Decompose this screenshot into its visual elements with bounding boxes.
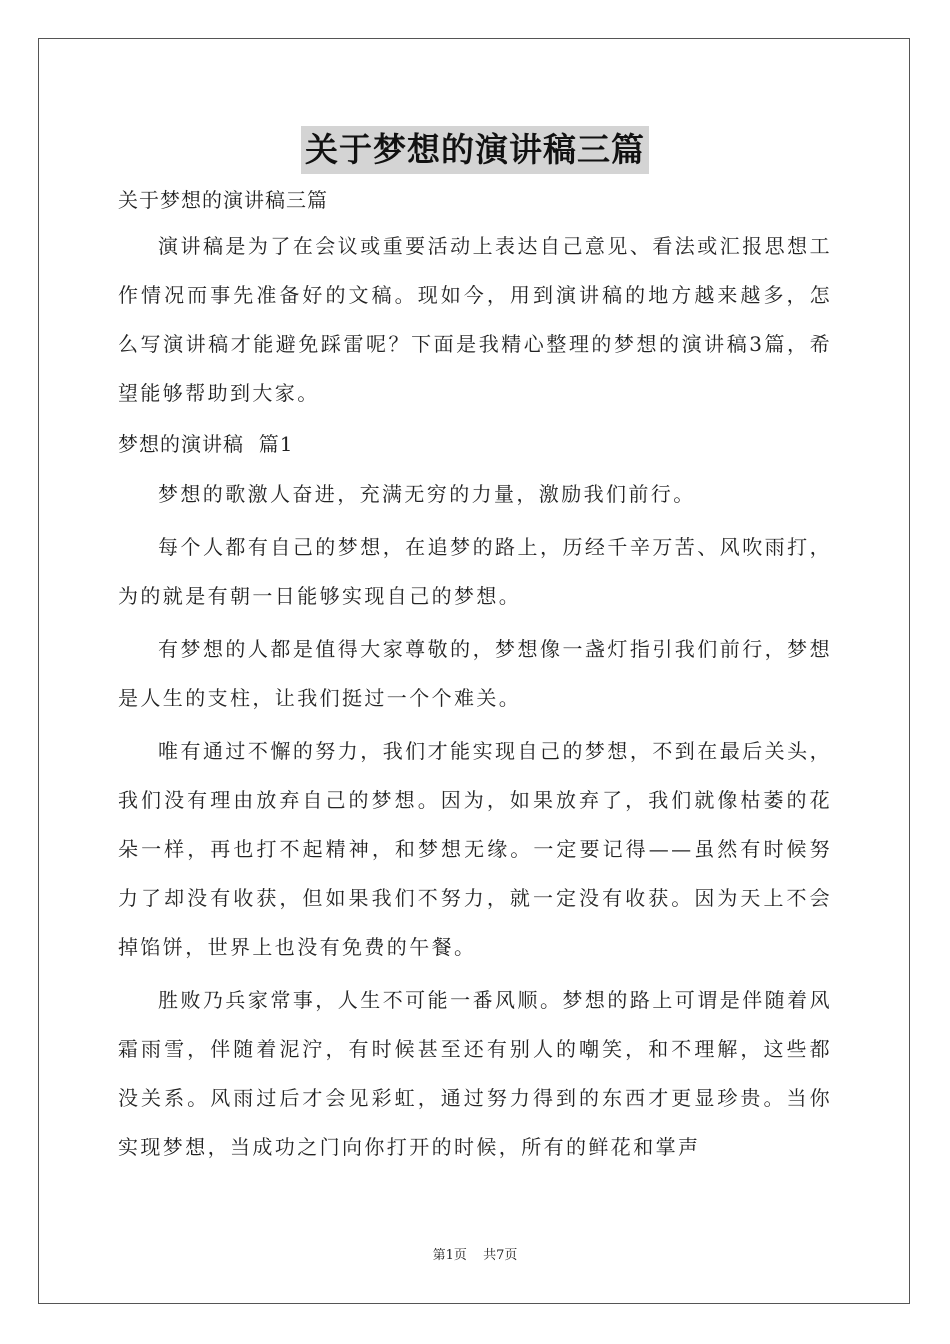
page-footer bbox=[0, 1244, 950, 1263]
body-paragraph: 梦想的歌激人奋进，充满无穷的力量，激励我们前行。 bbox=[158, 482, 696, 506]
section-heading: 梦想的演讲稿 篇1 bbox=[118, 432, 294, 456]
document-title: 关于梦想的演讲稿三篇 bbox=[301, 126, 649, 174]
page-number: 第1页 bbox=[432, 1248, 467, 1263]
intro-paragraph: 演讲稿是为了在会议或重要活动上表达自己意见、看法或汇报思想工作情况而事先准备好的文稿。现如今，用到演讲稿的地方越来越多，怎么写演讲稿才能避免踩雷呢？下面是我精心整理的梦想的演讲稿3篇，希望能够帮助到大家。 bbox=[118, 234, 832, 405]
body-paragraph: 胜败乃兵家常事，人生不可能一番风顺。梦想的路上可谓是伴随着风霜雨雪，伴随着泥泞，有时候甚至还有别人的嘲笑，和不理解，这些都没关系。风雨过后才会见彩虹，通过努力得到的东西才更显珍贵。当你实现梦想，当成功之门向你打开的时候，所有的鲜花和掌声 bbox=[118, 988, 832, 1159]
document-subtitle: 关于梦想的演讲稿三篇 bbox=[118, 188, 328, 212]
title-container bbox=[0, 126, 950, 174]
body-paragraph: 有梦想的人都是值得大家尊敬的，梦想像一盏灯指引我们前行，梦想是人生的支柱，让我们挺过一个个难关。 bbox=[118, 637, 832, 710]
page-total: 共7页 bbox=[483, 1248, 518, 1263]
body-paragraph: 每个人都有自己的梦想，在追梦的路上，历经千辛万苦、风吹雨打，为的就是有朝一日能够实现自己的梦想。 bbox=[118, 535, 832, 608]
document-body bbox=[118, 178, 832, 1176]
body-paragraph: 唯有通过不懈的努力，我们才能实现自己的梦想，不到在最后关头，我们没有理由放弃自己的梦想。因为，如果放弃了，我们就像枯萎的花朵一样，再也打不起精神，和梦想无缘。一定要记得——虽然有时候努力了却没有收获，但如果我们不努力，就一定没有收获。因为天上不会掉馅饼，世界上也没有免费的午餐。 bbox=[118, 739, 832, 959]
